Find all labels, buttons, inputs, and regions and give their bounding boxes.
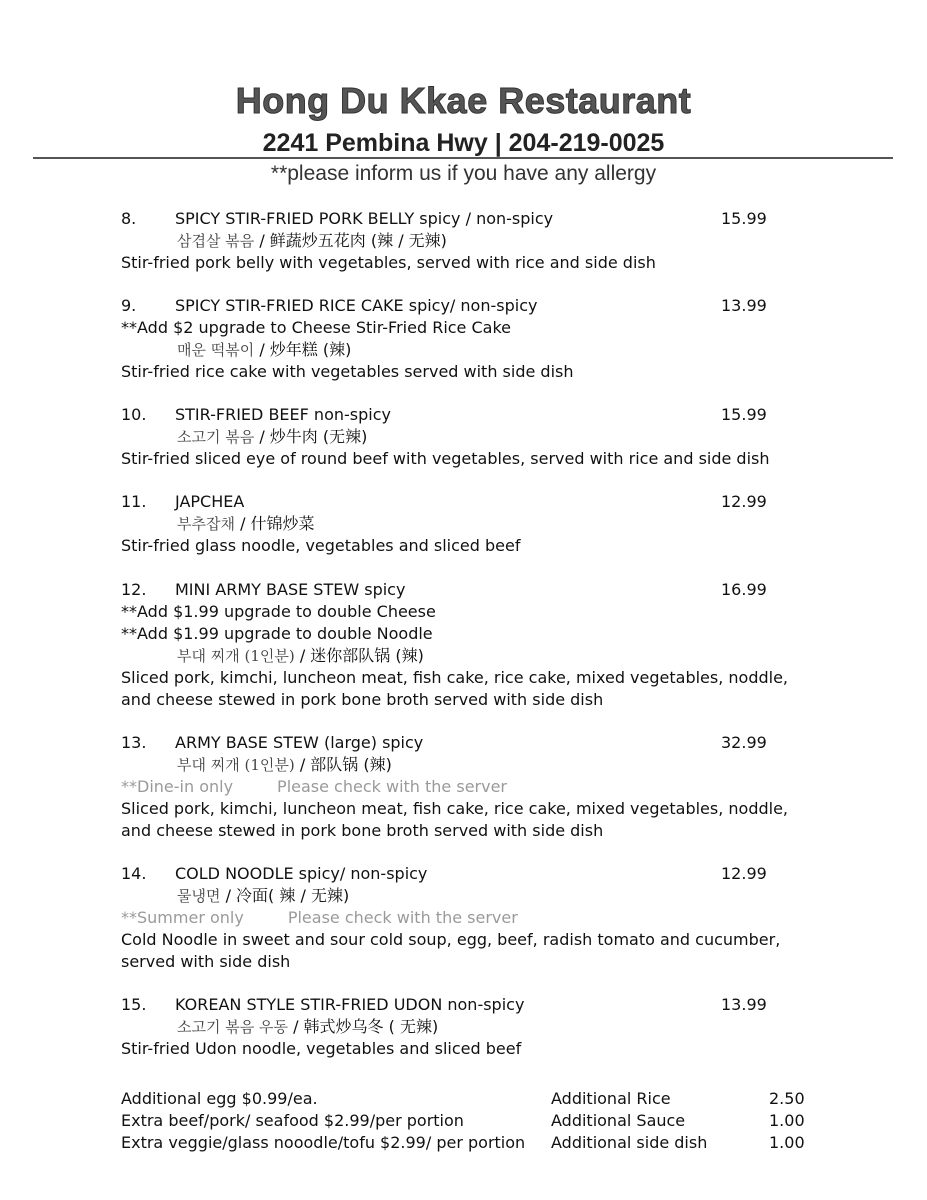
item-translation: [121, 754, 821, 776]
item-header: [121, 579, 821, 601]
item-name: STIR-FRIED BEEF non-spicy: [175, 405, 391, 424]
item-price: 12.99: [721, 492, 767, 511]
korean-name: 삼겹살 볶음: [177, 232, 255, 250]
chinese-name: / 迷你部队锅 (辣): [299, 646, 424, 665]
chinese-name: / 韩式炒乌冬 ( 无辣): [293, 1017, 439, 1036]
menu-item: [121, 491, 821, 557]
menu-item: [121, 863, 821, 973]
korean-name: 매운 떡볶이: [177, 341, 255, 359]
extras-section: [121, 1088, 821, 1154]
item-translation: [121, 645, 821, 667]
allergy-note: **please inform us if you have any allergy: [270, 162, 657, 185]
availability-label: **Dine-in only: [121, 777, 234, 796]
item-description: Stir-fried glass noodle, vegetables and sliced beef: [121, 536, 521, 555]
item-number: 14.: [121, 864, 147, 883]
item-price: 15.99: [721, 405, 767, 424]
addon-price: 1.00: [769, 1111, 805, 1130]
extras-row: [121, 1110, 821, 1132]
menu-item: [121, 208, 821, 274]
item-translation: [121, 885, 821, 907]
item-price: 15.99: [721, 209, 767, 228]
item-name: ARMY BASE STEW (large) spicy: [175, 733, 424, 752]
extra-item: Extra beef/pork/ seafood $2.99/per portion: [121, 1111, 464, 1130]
extra-item: Extra veggie/glass nooodle/tofu $2.99/ per portion: [121, 1133, 526, 1152]
item-description: Sliced pork, kimchi, luncheon meat, fish cake, rice cake, mixed vegetables, noddle, and cheese stewed in pork bone broth served with side dish: [121, 799, 789, 840]
item-description: Stir-fried sliced eye of round beef with vegetables, served with rice and side dish: [121, 449, 770, 468]
item-price: 13.99: [721, 296, 767, 315]
addon-item: Additional Rice: [551, 1089, 671, 1108]
chinese-name: / 鲜蔬炒五花肉 (辣 / 无辣): [259, 231, 447, 250]
item-header: [121, 295, 821, 317]
chinese-name: / 炒年糕 (辣): [259, 340, 352, 359]
item-description: Stir-fried rice cake with vegetables served with side dish: [121, 362, 574, 381]
server-note: Please check with the server: [277, 777, 508, 796]
restaurant-title: Hong Du Kkae Restaurant: [235, 80, 692, 121]
availability-note: [121, 907, 821, 929]
addon-item: Additional Sauce: [551, 1111, 686, 1130]
item-translation: [121, 339, 821, 361]
korean-name: 소고기 볶음: [177, 428, 255, 446]
item-header: [121, 863, 821, 885]
server-note: Please check with the server: [287, 908, 518, 927]
menu-item: [121, 579, 821, 711]
addon-price: 1.00: [769, 1133, 805, 1152]
item-name: SPICY STIR-FRIED RICE CAKE spicy/ non-spicy: [175, 296, 538, 315]
item-translation: [121, 426, 821, 448]
chinese-name: / 部队锅 (辣): [299, 755, 392, 774]
item-price: 13.99: [721, 995, 767, 1014]
item-number: 9.: [121, 296, 137, 315]
chinese-name: / 冷面( 辣 / 无辣): [225, 886, 350, 905]
header-divider: [33, 157, 893, 159]
menu-item: [121, 295, 821, 383]
menu-item: [121, 994, 821, 1060]
item-description: Sliced pork, kimchi, luncheon meat, fish cake, rice cake, mixed vegetables, noddle, and cheese stewed in pork bone broth served with side dish: [121, 668, 789, 709]
chinese-name: / 炒牛肉 (无辣): [259, 427, 368, 446]
item-header: [121, 491, 821, 513]
item-name: SPICY STIR-FRIED PORK BELLY spicy / non-spicy: [175, 209, 554, 228]
item-number: 11.: [121, 492, 147, 511]
item-translation: [121, 230, 821, 252]
item-header: [121, 404, 821, 426]
availability-note: [121, 776, 821, 798]
extras-row: [121, 1088, 821, 1110]
item-name: COLD NOODLE spicy/ non-spicy: [175, 864, 428, 883]
item-header: [121, 732, 821, 754]
item-header: [121, 994, 821, 1016]
korean-name: 물냉면: [177, 887, 221, 905]
upgrade-note: **Add $1.99 upgrade to double Cheese: [121, 602, 436, 621]
addon-price: 2.50: [769, 1089, 805, 1108]
item-name: KOREAN STYLE STIR-FRIED UDON non-spicy: [175, 995, 525, 1014]
item-translation: [121, 513, 821, 535]
address-phone: 2241 Pembina Hwy | 204-219-0025: [262, 129, 665, 157]
item-price: 16.99: [721, 580, 767, 599]
item-number: 12.: [121, 580, 147, 599]
item-description: Stir-fried Udon noodle, vegetables and sliced beef: [121, 1039, 522, 1058]
item-number: 8.: [121, 209, 137, 228]
item-number: 15.: [121, 995, 147, 1014]
item-number: 10.: [121, 405, 147, 424]
menu-item: [121, 732, 821, 842]
item-description: Cold Noodle in sweet and sour cold soup, egg, beef, radish tomato and cucumber, served with side dish: [121, 930, 781, 971]
addon-item: Additional side dish: [551, 1133, 708, 1152]
item-description: Stir-fried pork belly with vegetables, served with rice and side dish: [121, 253, 656, 272]
extra-item: Additional egg $0.99/ea.: [121, 1089, 318, 1108]
korean-name: 부대 찌개 (1인분): [177, 756, 295, 774]
availability-label: **Summer only: [121, 908, 244, 927]
item-name: MINI ARMY BASE STEW spicy: [175, 580, 406, 599]
item-name: JAPCHEA: [175, 492, 245, 511]
korean-name: 부대 찌개 (1인분): [177, 647, 295, 665]
korean-name: 소고기 볶음 우동: [177, 1018, 288, 1036]
item-price: 32.99: [721, 733, 767, 752]
item-translation: [121, 1016, 821, 1038]
menu-item: [121, 404, 821, 470]
upgrade-note: **Add $2 upgrade to Cheese Stir-Fried Rice Cake: [121, 318, 511, 337]
item-number: 13.: [121, 733, 147, 752]
item-header: [121, 208, 821, 230]
extras-row: [121, 1132, 821, 1154]
chinese-name: / 什锦炒菜: [240, 514, 315, 533]
korean-name: 부추잡채: [177, 515, 235, 533]
upgrade-note: **Add $1.99 upgrade to double Noodle: [121, 624, 433, 643]
item-price: 12.99: [721, 864, 767, 883]
